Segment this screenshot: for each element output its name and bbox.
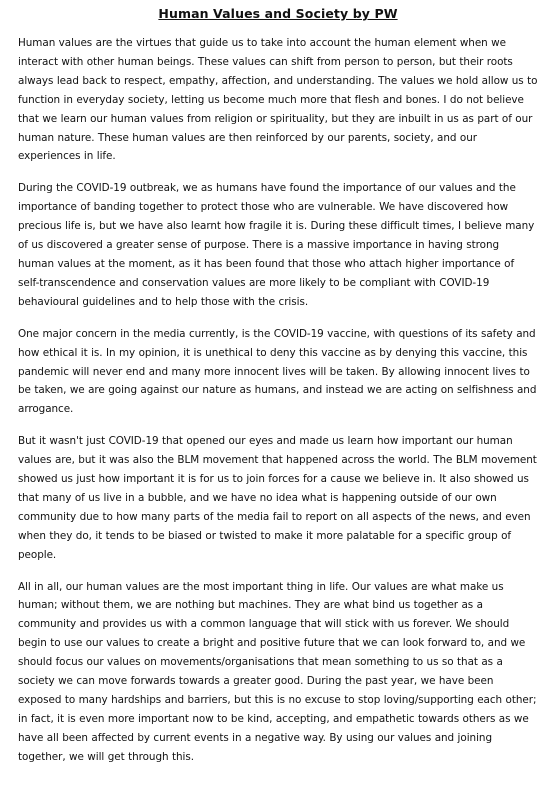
paragraph-3: One major concern in the media currently, is the COVID-19 vaccine, with questions of its safety and how ethical it is. In my opinion, it is unethical to deny this vaccine as by denying this vaccine, this pandemic will never end and many more innocent lives will be taken. By allowing innocent lives to be taken, we are going against our nature as humans, and instead we are acting on selfishness and arrogance. <box>18 327 537 416</box>
paragraph-2: During the COVID-19 outbreak, we as humans have found the importance of our values and the importance of banding together to protect those who are vulnerable. We have discovered how precious life is, but we have also learnt how fragile it is. During these difficult times, I believe many of us discovered a greater sense of purpose. There is a massive importance in having strong human values at the moment, as it has been found that those who attach higher importance of self-transcendence and conservation values are more likely to be compliant with COVID-19 behavioural guidelines and to help those with the crisis. <box>18 182 535 308</box>
paragraph-5: All in all, our human values are the most important thing in life. Our values are what make us human; without them, we are nothing but machines. They are what bind us together as a community and provides us with a common language that will stick with us forever. We should begin to use our values to create a bright and positive future that we can look forward to, and we should focus our values on movements/organisations that mean something to us so that as a society we can move forwards towards a greater good. During the past year, we have been exposed to many hardships and barriers, but this is no excuse to stop loving/supporting each other; in fact, it is even more important now to be kind, accepting, and empathetic towards others as we have all been affected by current events in a negative way. By using our values and joining together, we will get through this. <box>18 580 537 763</box>
document-title: Human Values and Society by PW <box>158 6 398 21</box>
paragraph-1: Human values are the virtues that guide us to take into account the human element when we interact with other human beings. These values can shift from person to person, but their roots always lead back to respect, empathy, affection, and understanding. The values we hold allow us to function in everyday society, letting us become much more that flesh and bones. I do not believe that we learn our human values from religion or spirituality, but they are inbuilt in us as part of our human nature. These human values are then reinforced by our parents, society, and our experiences in life. <box>18 37 538 163</box>
paragraph-4: But it wasn't just COVID-19 that opened our eyes and made us learn how important our human values are, but it was also the BLM movement that happened across the world. The BLM movement showed us just how important it is for us to join forces for a cause we believe in. It also showed us that many of us live in a bubble, and we have no idea what is happening outside of our own community due to how many parts of the media fail to report on all aspects of the news, and even when they do, it tends to be biased or twisted to make it more palatable for a specific group of people. <box>18 435 537 561</box>
